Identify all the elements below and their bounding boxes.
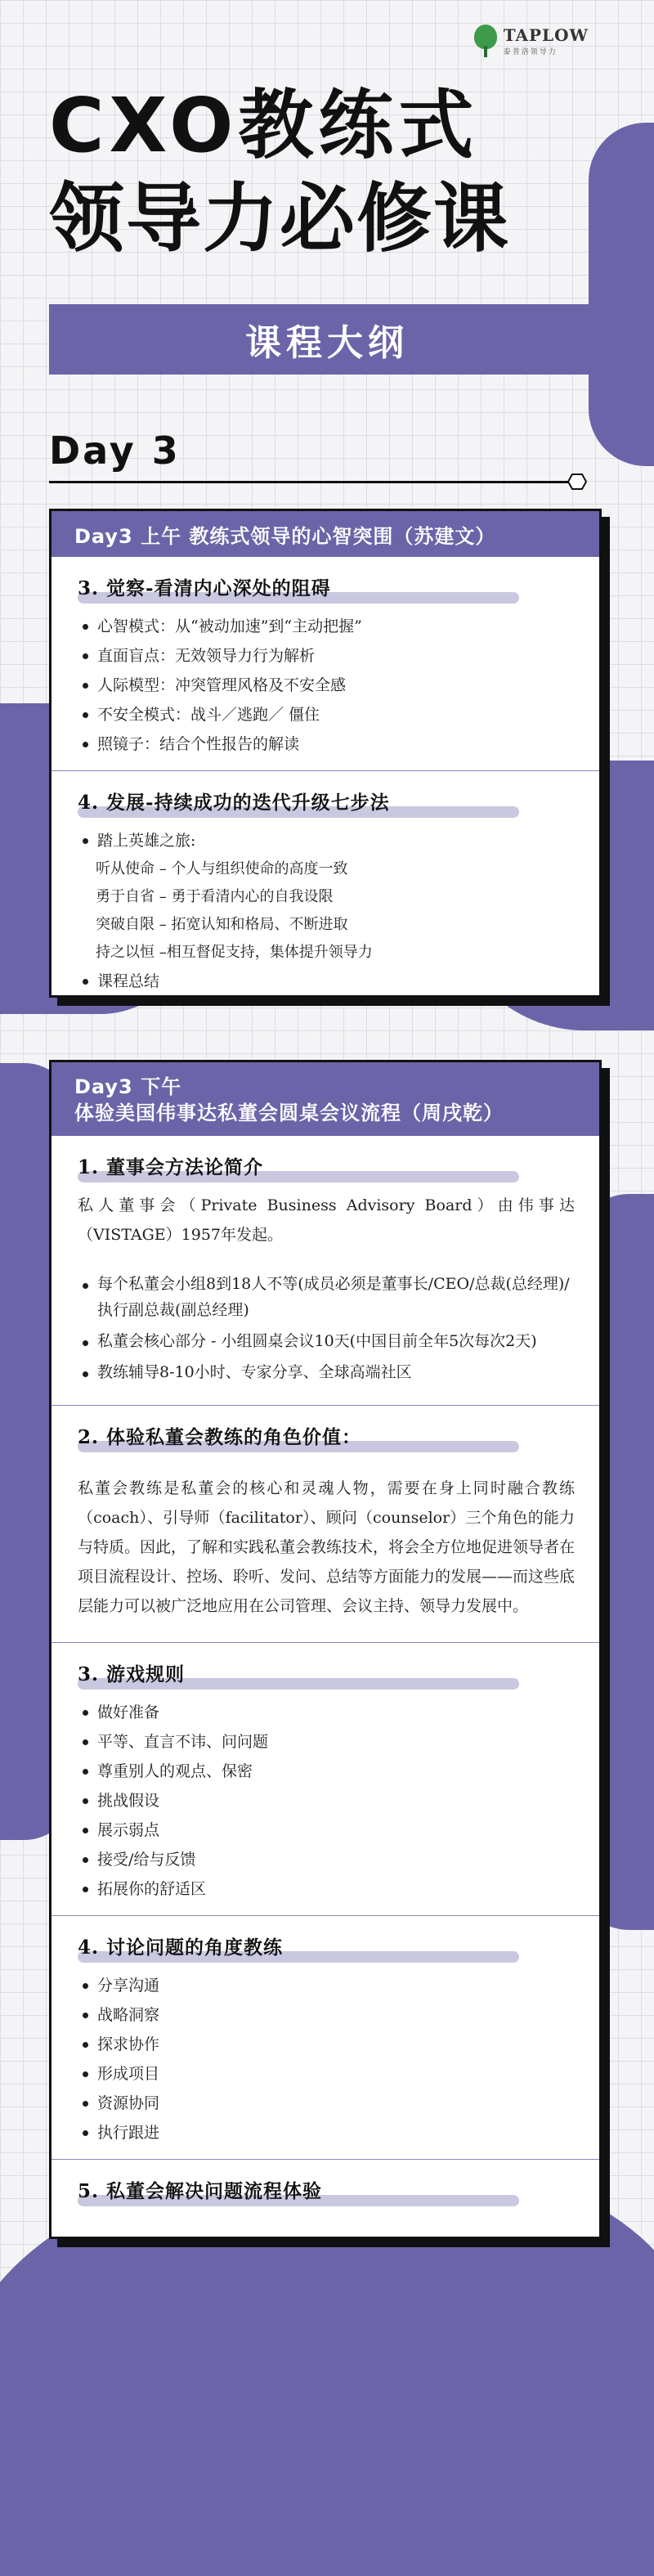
section-rules [52, 1642, 599, 1915]
list-item: 踏上英雄之旅: [97, 826, 575, 855]
list-item: 展示弱点 [97, 1815, 575, 1845]
section-title: 4. 讨论问题的角度教练 [78, 1932, 283, 1959]
section-paragraph: 私董会教练是私董会的核心和灵魂人物，需要在身上同时融合教练（coach）、引导师（facilitator）、顾问（counselor）三个角色的能力与特质。因此，了解和实践私董会教练技术，将会全方位地促进领导者在项目流程设计、控场、聆听、发问、总结等方面能力的发展——而这些底层能力可以被广泛地应用在公司管理、会议主持、领导力发展中。 [78, 1479, 576, 1615]
section-title: 2. 体验私董会教练的角色价值： [78, 1422, 361, 1449]
list-item: 资源协同 [97, 2089, 575, 2118]
list-item: 拓展你的舒适区 [97, 1874, 575, 1904]
section-awareness [52, 557, 599, 770]
brand-subtitle: 泰普洛领导力 [503, 48, 558, 56]
list-item: 人际模型：冲突管理风格及不安全感 [97, 671, 575, 700]
section-process [52, 2159, 599, 2215]
list-item: 平等、直言不讳、问问题 [97, 1727, 575, 1757]
section-board-method [52, 1136, 599, 1405]
section-development [52, 770, 599, 996]
decor-blob [589, 123, 654, 466]
section-title: 5. 私董会解决问题流程体验 [78, 2176, 322, 2203]
tree-icon [473, 25, 499, 59]
section-title: 3. 觉察-看清内心深处的阻碍 [78, 573, 331, 600]
brand-name: TAPLOW [503, 25, 589, 45]
list-item: 做好准备 [97, 1698, 575, 1727]
list-item: 教练辅导8-10小时、专家分享、全球高端社区 [97, 1359, 575, 1390]
sub-list-item: 听从使命 – 个人与组织使命的高度一致 [96, 860, 348, 877]
section-coach-role [52, 1405, 599, 1642]
brand-logo [473, 25, 589, 59]
afternoon-card [49, 1060, 602, 2239]
list-item: 执行跟进 [97, 2118, 575, 2147]
page-title-line1: CXO教练式 [49, 82, 479, 169]
list-item: 每个私董会小组8到18人不等(成员必须是董事长/CEO/总裁(总经理)/执行副总裁(副总经理) [97, 1271, 575, 1328]
afternoon-header-line1: Day3 下午 [74, 1075, 182, 1098]
list-item: 私董会核心部分 - 小组圆桌会议10天(中国目前全年5次每次2天) [97, 1328, 575, 1359]
list-item: 战略洞察 [97, 2000, 575, 2030]
sub-list-item: 勇于自省 – 勇于看清内心的自我设限 [96, 888, 334, 905]
list-item: 不安全模式：战斗／逃跑／ 僵住 [97, 700, 575, 729]
section-title: 4. 发展-持续成功的迭代升级七步法 [78, 788, 390, 815]
day-label: Day 3 [49, 429, 181, 473]
list-item: 探求协作 [97, 2030, 575, 2059]
list-item: 课程总结 [97, 967, 575, 996]
section-discussion [52, 1915, 599, 2159]
outline-banner: 课程大纲 [49, 304, 605, 375]
list-item: 直面盲点：无效领导力行为解析 [97, 641, 575, 671]
sub-list-item: 突破自限 – 拓宽认知和格局、不断进取 [96, 916, 348, 933]
list-item: 心智模式：从“被动加速”到“主动把握” [97, 612, 575, 641]
list-item: 照镜子：结合个性报告的解读 [97, 729, 575, 759]
afternoon-header-line2: 体验美国伟事达私董会圆桌会议流程（周戌乾） [74, 1102, 504, 1124]
list-item: 形成项目 [97, 2059, 575, 2089]
section-title: 1. 董事会方法论简介 [78, 1152, 263, 1179]
morning-card [49, 509, 602, 998]
day-divider [49, 481, 569, 483]
list-item: 尊重别人的观点、保密 [97, 1757, 575, 1786]
morning-header: Day3 上午 教练式领导的心智突围（苏建文） [52, 511, 599, 557]
hexagon-icon [567, 472, 587, 491]
afternoon-header [52, 1062, 599, 1136]
list-item: 挑战假设 [97, 1786, 575, 1815]
list-item: 接受/给与反馈 [97, 1845, 575, 1874]
section-intro: 私人董事会（Private Business Advisory Board）由伟事达（VISTAGE）1957年发起。 [78, 1196, 575, 1244]
sub-list-item: 持之以恒 –相互督促支持，集体提升领导力 [96, 944, 373, 961]
page-title-line2: 领导力必修课 [49, 175, 511, 263]
section-title: 3. 游戏规则 [78, 1659, 185, 1686]
list-item: 分享沟通 [97, 1971, 575, 2000]
